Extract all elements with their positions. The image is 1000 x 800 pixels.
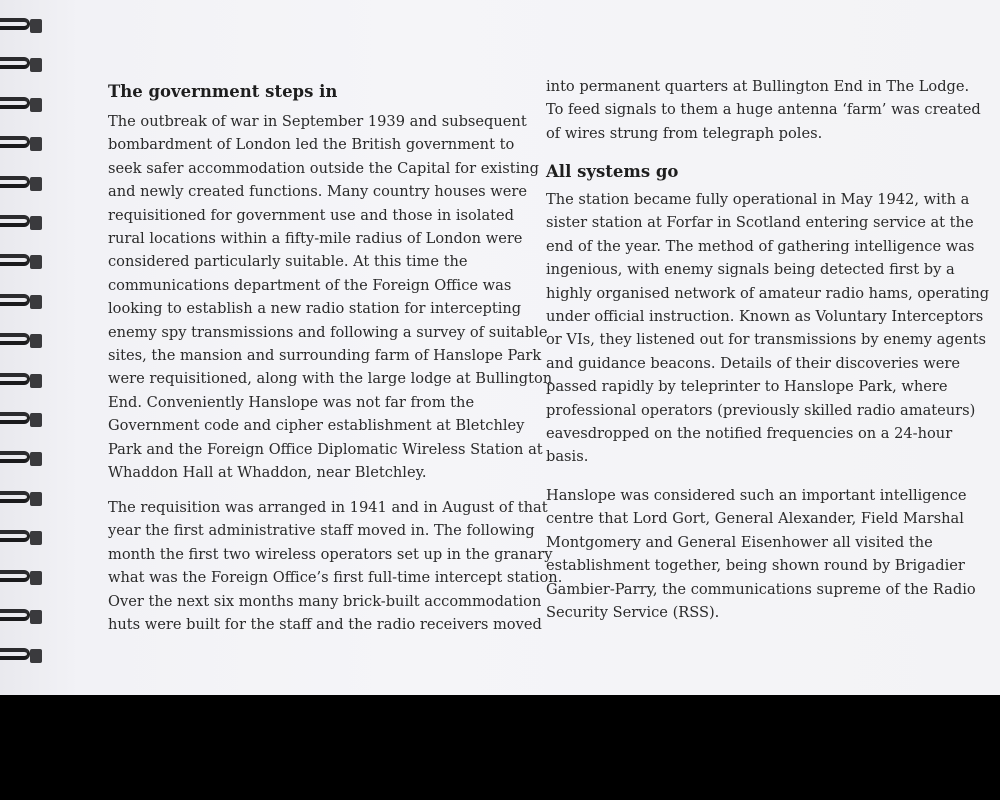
binding-ring [0, 93, 44, 115]
text-line: under official instruction. Known as Voluntary Interceptors [546, 308, 984, 326]
text-line: what was the Foreign Office’s first full-time intercept station. [108, 569, 563, 587]
binding-wire [0, 648, 30, 660]
text-line: centre that Lord Gort, General Alexander, Field Marshal [546, 510, 964, 528]
binding-hole [30, 492, 42, 506]
text-line: establishment together, being shown round by Brigadier [546, 557, 965, 575]
binding-ring [0, 408, 44, 430]
paragraph-outbreak [108, 110, 552, 485]
text-line: were requisitioned, along with the large lodge at Bullington [108, 370, 553, 388]
binding-hole [30, 531, 42, 545]
binding-hole [30, 216, 42, 230]
binding-ring [0, 14, 44, 36]
binding-wire [0, 570, 30, 582]
binding-ring [0, 290, 44, 312]
binding-ring [0, 566, 44, 588]
text-line: year the first administrative staff moved in. The following [108, 522, 535, 540]
text-line: considered particularly suitable. At this time the [108, 253, 468, 271]
binding-wire [0, 294, 30, 306]
text-line: enemy spy transmissions and following a survey of suitable [108, 323, 548, 341]
text-line: bombardment of London led the British government to [108, 136, 515, 154]
binding-wire [0, 412, 30, 424]
binding-ring [0, 526, 44, 548]
text-line: highly organised network of amateur radio hams, operating [546, 284, 990, 302]
text-line: Hanslope was considered such an important intelligence [546, 487, 967, 504]
binding-wire [0, 530, 30, 542]
text-line: End. Conveniently Hanslope was not far from the [108, 393, 475, 411]
spiral-binding-icon [0, 0, 50, 695]
text-line: of wires strung from telegraph poles. [546, 124, 823, 142]
binding-ring [0, 487, 44, 509]
text-line: rural locations within a fifty-mile radius of London were [108, 230, 523, 248]
text-line: and newly created functions. Many country houses were [108, 183, 527, 201]
scan-background [0, 695, 1000, 800]
binding-wire [0, 333, 30, 345]
binding-wire [0, 57, 30, 69]
text-line: end of the year. The method of gathering intelligence was [546, 237, 975, 255]
text-line: Park and the Foreign Office Diplomatic Wireless Station at [108, 440, 543, 458]
binding-ring [0, 369, 44, 391]
binding-ring [0, 53, 44, 75]
section-heading-systems: All systems go [546, 162, 679, 181]
text-line: The requisition was arranged in 1941 and in August of that [108, 499, 548, 516]
binding-ring [0, 132, 44, 154]
binding-ring [0, 172, 44, 194]
binding-hole [30, 19, 42, 33]
text-line: into permanent quarters at Bullington End in The Lodge. [546, 78, 970, 95]
text-line: seek safer accommodation outside the Capital for existing [108, 159, 539, 177]
binding-wire [0, 18, 30, 30]
text-line: or VIs, they listened out for transmissions by enemy agents [546, 331, 987, 349]
binding-hole [30, 452, 42, 466]
paragraph-operational [546, 188, 989, 469]
binding-ring [0, 329, 44, 351]
binding-hole [30, 137, 42, 151]
binding-hole [30, 295, 42, 309]
text-line: professional operators (previously skilled radio amateurs) [546, 401, 976, 419]
binding-wire [0, 373, 30, 385]
text-line: Montgomery and General Eisenhower all visited the [546, 533, 933, 551]
text-line: requisitioned for government use and those in isolated [108, 206, 514, 224]
text-line: Gambier-Parry, the communications supreme of the Radio [546, 580, 976, 598]
text-line: The outbreak of war in September 1939 and subsequent [108, 113, 527, 130]
binding-hole [30, 649, 42, 663]
text-line: month the first two wireless operators set up in the granary [108, 545, 553, 563]
text-line: Whaddon Hall at Whaddon, near Bletchley. [108, 464, 427, 482]
text-line: eavesdropped on the notified frequencies on a 24-hour [546, 425, 953, 443]
binding-hole [30, 58, 42, 72]
binding-hole [30, 571, 42, 585]
text-line: ingenious, with enemy signals being detected first by a [546, 261, 955, 279]
binding-hole [30, 413, 42, 427]
binding-wire [0, 491, 30, 503]
text-line: looking to establish a new radio station for intercepting [108, 300, 522, 318]
binding-ring [0, 644, 44, 666]
text-line: Security Service (RSS). [546, 604, 720, 622]
binding-wire [0, 136, 30, 148]
text-line: huts were built for the staff and the radio receivers moved [108, 616, 542, 634]
binding-wire [0, 215, 30, 227]
text-line: sites, the mansion and surrounding farm of Hanslope Park [108, 347, 542, 365]
text-line: Over the next six months many brick-built accommodation [108, 592, 542, 610]
text-line: To feed signals to them a huge antenna ‘farm’ was created [546, 101, 981, 119]
binding-wire [0, 609, 30, 621]
binding-ring [0, 250, 44, 272]
text-line: sister station at Forfar in Scotland entering service at the [546, 214, 974, 232]
text-line: basis. [546, 448, 589, 466]
binding-hole [30, 334, 42, 348]
paragraph-visitors [546, 484, 976, 624]
text-line: The station became fully operational in May 1942, with a [546, 191, 970, 208]
binding-ring [0, 211, 44, 233]
binding-hole [30, 374, 42, 388]
binding-hole [30, 177, 42, 191]
text-line: Government code and cipher establishment at Bletchley [108, 417, 525, 435]
text-line: communications department of the Foreign Office was [108, 276, 512, 294]
text-line: passed rapidly by teleprinter to Hanslope Park, where [546, 378, 948, 396]
text-line: and guidance beacons. Details of their discoveries were [546, 354, 961, 372]
paragraph-requisition [108, 496, 562, 636]
section-heading-government: The government steps in [108, 82, 338, 101]
paragraph-continued [546, 75, 981, 145]
binding-hole [30, 98, 42, 112]
binding-wire [0, 176, 30, 188]
binding-hole [30, 610, 42, 624]
binding-hole [30, 255, 42, 269]
binding-wire [0, 254, 30, 266]
binding-wire [0, 451, 30, 463]
binding-ring [0, 447, 44, 469]
binding-wire [0, 97, 30, 109]
binding-ring [0, 605, 44, 627]
